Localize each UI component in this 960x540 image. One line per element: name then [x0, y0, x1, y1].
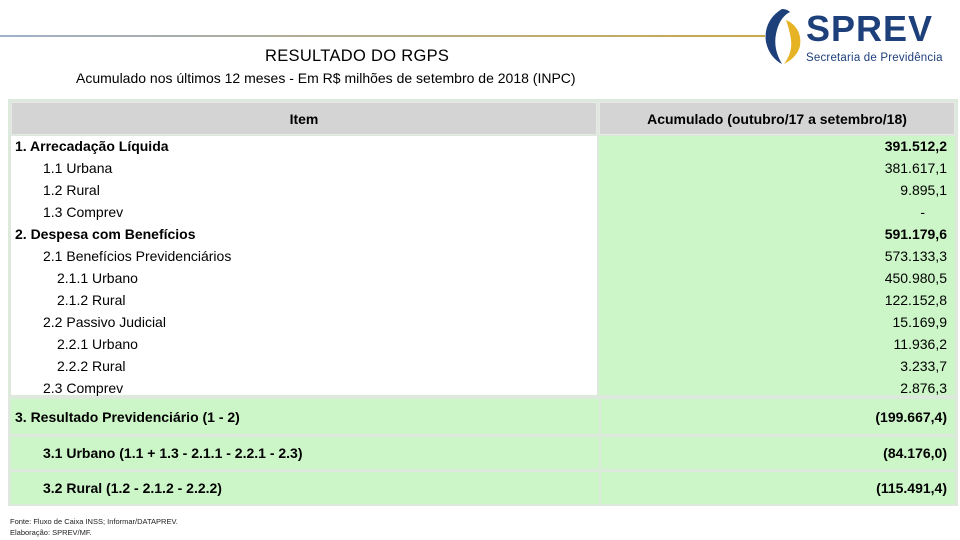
- page-subtitle: Acumulado nos últimos 12 meses - Em R$ milhões de setembro de 2018 (INPC): [76, 70, 576, 86]
- row-value: (84.176,0): [883, 445, 947, 461]
- logo-subtitle: Secretaria de Previdência: [806, 52, 943, 64]
- prepared-note: Elaboração: SPREV/MF.: [10, 528, 92, 537]
- table-row: [11, 268, 955, 290]
- row-label: 2.1.1 Urbano: [57, 270, 138, 286]
- header-item: Item: [11, 102, 597, 135]
- logo-wordmark: SPREV: [806, 8, 934, 49]
- row-value: (199.667,4): [875, 408, 947, 425]
- column-divider: [599, 399, 601, 434]
- summary-row-result: [11, 399, 955, 434]
- page-title: RESULTADO DO RGPS: [265, 47, 450, 65]
- summary-row-rural: [11, 472, 955, 504]
- table-row: [11, 180, 955, 202]
- table-row: [11, 136, 955, 158]
- row-value: 2.876,3: [900, 380, 947, 396]
- table-row: [11, 290, 955, 312]
- table-row: [11, 202, 955, 224]
- row-value: 573.133,3: [884, 248, 947, 264]
- row-label: 3.2 Rural (1.2 - 2.1.2 - 2.2.2): [43, 480, 222, 496]
- table-row: [11, 356, 955, 378]
- row-label: 1.3 Comprev: [43, 204, 124, 220]
- summary-row-urban: [11, 437, 955, 469]
- header-accumulated: Acumulado (outubro/17 a setembro/18): [599, 102, 955, 135]
- table-row: [11, 158, 955, 180]
- row-value: 381.617,1: [884, 160, 947, 176]
- row-label: 2.2 Passivo Judicial: [43, 314, 166, 330]
- results-table: [8, 99, 958, 506]
- row-label: 2.2.1 Urbano: [57, 336, 138, 352]
- row-label: 2.3 Comprev: [43, 380, 124, 396]
- row-label: 2. Despesa com Benefícios: [15, 226, 196, 242]
- row-value: 122.152,8: [884, 292, 947, 308]
- table-row: [11, 312, 955, 334]
- row-label: 1.1 Urbana: [43, 160, 113, 176]
- table-row: [11, 378, 955, 400]
- row-value: 15.169,9: [892, 314, 947, 330]
- column-divider: [599, 437, 601, 469]
- row-value: 450.980,5: [884, 270, 947, 286]
- row-label: 3. Resultado Previdenciário (1 - 2): [15, 408, 240, 425]
- table-row: [11, 224, 955, 246]
- row-value: (115.491,4): [876, 480, 947, 496]
- shield-leaf-icon: [762, 6, 804, 66]
- row-value: 11.936,2: [893, 336, 947, 352]
- row-value: 391.512,2: [884, 138, 947, 154]
- row-label: 2.2.2 Rural: [57, 358, 126, 374]
- row-label: 1.2 Rural: [43, 182, 100, 198]
- source-note: Fonte: Fluxo de Caixa INSS; Informar/DATAPREV.: [10, 517, 178, 526]
- table-row: [11, 334, 955, 356]
- row-value: 591.179,6: [884, 226, 947, 242]
- footnote: [10, 516, 178, 538]
- row-value: -: [920, 204, 925, 220]
- row-label: 2.1.2 Rural: [57, 292, 126, 308]
- top-divider-line: [0, 35, 765, 37]
- column-divider: [599, 472, 601, 504]
- table-row: [11, 246, 955, 268]
- row-label: 1. Arrecadação Líquida: [15, 138, 169, 154]
- row-value: 9.895,1: [900, 182, 947, 198]
- row-value: 3.233,7: [900, 358, 947, 374]
- row-label: 2.1 Benefícios Previdenciários: [43, 248, 232, 264]
- sprev-logo: [762, 6, 952, 68]
- row-label: 3.1 Urbano (1.1 + 1.3 - 2.1.1 - 2.2.1 - 2.3): [43, 445, 303, 461]
